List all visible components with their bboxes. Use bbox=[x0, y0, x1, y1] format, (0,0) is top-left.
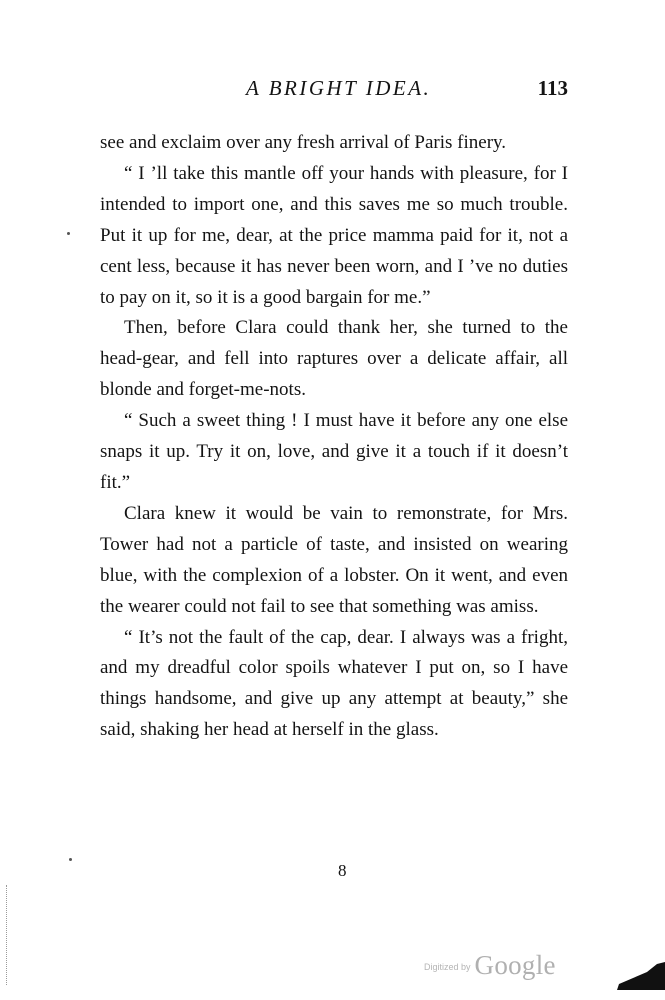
running-title: A BRIGHT IDEA. bbox=[246, 76, 432, 100]
body-text bbox=[100, 128, 568, 746]
corner-mark bbox=[617, 962, 665, 990]
page-number: 113 bbox=[537, 76, 568, 100]
running-head bbox=[100, 76, 568, 106]
paragraph: “ Such a sweet thing ! I must have it before any one else snaps it up. Try it on, love, and give it a touch if it doesn’t fit.” bbox=[100, 410, 568, 493]
digitized-watermark bbox=[424, 950, 556, 980]
paragraph: Then, before Clara could thank her, she turned to the head-gear, and fell into raptures over a delicate affair, all blonde and forget-me-nots. bbox=[100, 317, 568, 401]
paragraph: see and exclaim over any fresh arrival of Paris finery. bbox=[100, 132, 507, 153]
paragraph: “ I ’ll take this mantle off your hands with pleasure, for I intended to import one, and this saves me so much trouble. Put it up for me, dear, at the price mamma paid for it, not a cent less, because it has never been worn, and I ’ve no duties to pay on it, so it is a good bargain for me.” bbox=[100, 162, 568, 308]
signature-mark: 8 bbox=[338, 861, 347, 880]
digitized-label: Digitized by bbox=[424, 962, 471, 972]
page-edge bbox=[6, 885, 8, 985]
paragraph: Clara knew it would be vain to remonstrate, for Mrs. Tower had not a particle of taste, and insisted on wearing blue, with the complexion of a lobster. On it went, and even the wearer could not fail to see that something was amiss. bbox=[100, 502, 568, 617]
google-logo: Google bbox=[474, 950, 556, 980]
paragraph: “ It’s not the fault of the cap, dear. I always was a fright, and my dreadful color spoils whatever I put on, so I have things handsome, and give up any attempt at beauty,” she said, shaking her head at herself in the glass. bbox=[100, 626, 568, 741]
margin-dot bbox=[69, 858, 72, 861]
margin-dot bbox=[67, 232, 70, 235]
